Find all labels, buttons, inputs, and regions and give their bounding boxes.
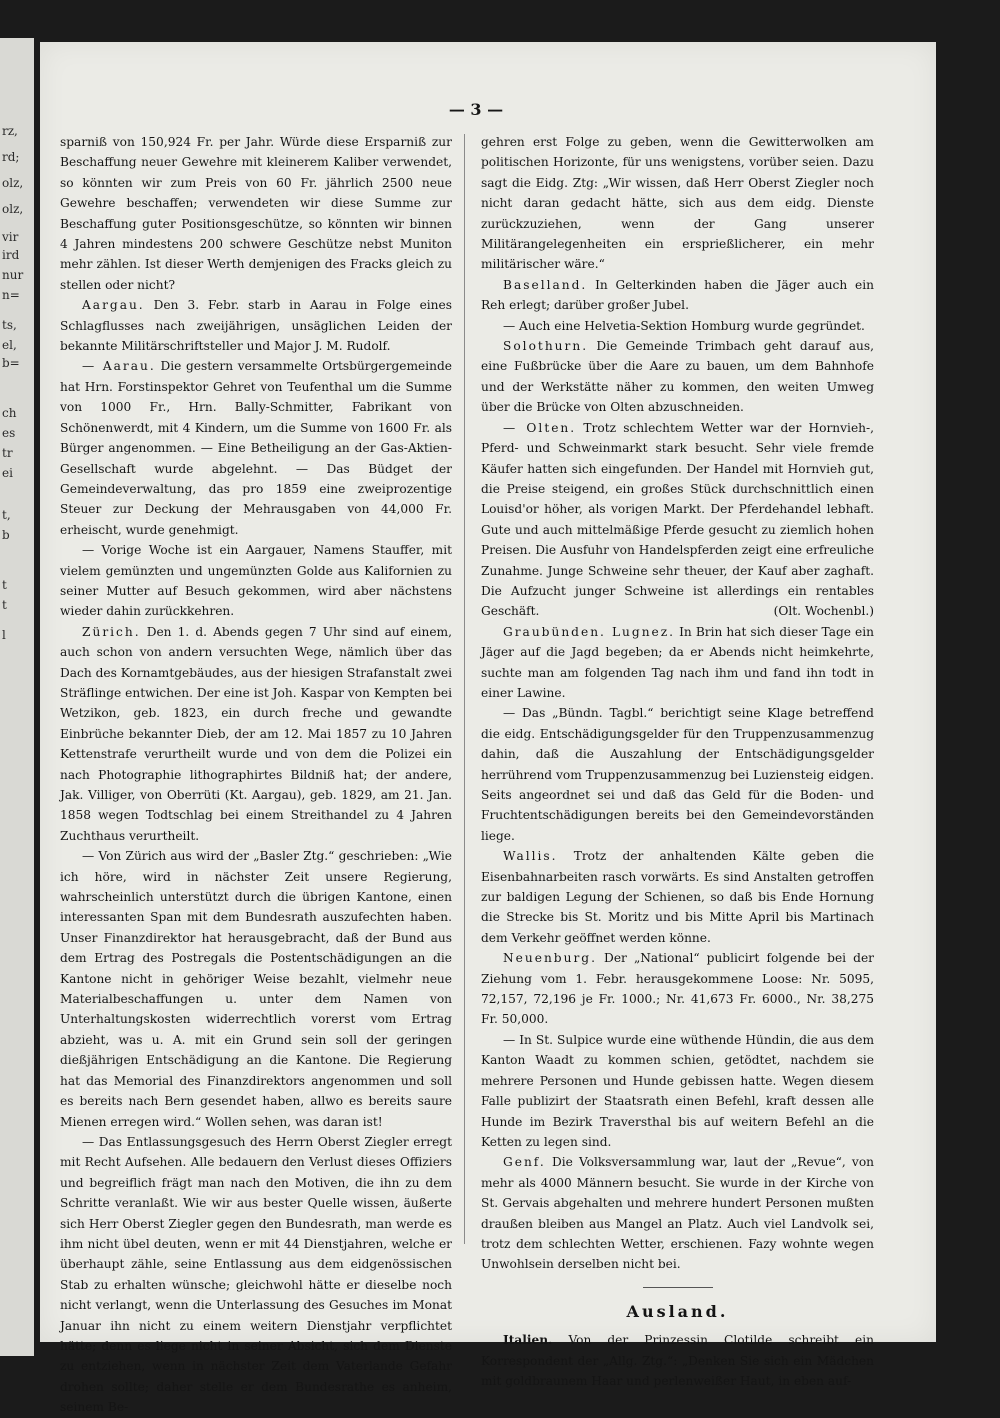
- article-paragraph: [60, 295, 452, 356]
- section-heading: Ausland.: [626, 1301, 729, 1321]
- margin-fragment: t,: [2, 508, 11, 522]
- dateline: Italien.: [503, 1333, 553, 1348]
- margin-fragment: ch: [2, 406, 17, 420]
- margin-fragment: ird: [2, 248, 20, 262]
- section-rule: [643, 1287, 713, 1288]
- margin-fragment: olz,: [2, 176, 24, 190]
- article-paragraph: [60, 356, 452, 540]
- article-paragraph: [481, 418, 874, 622]
- margin-fragment: el,: [2, 338, 17, 352]
- margin-fragment: b=: [2, 356, 20, 370]
- article-paragraph: [481, 846, 874, 948]
- dateline: Baselland.: [503, 277, 588, 292]
- right-column: [481, 132, 874, 1391]
- article-text: In Brin hat sich dieser Tage ein Jäger auf die Jagd begeben; da er Abends nicht heimkehrte, suchte man am folgenden Tag nach ihm und fand ihn todt in einer Lawine.: [481, 624, 875, 700]
- margin-fragment: vir: [2, 230, 19, 244]
- article-paragraph: [60, 622, 452, 846]
- article-paragraph: — Das „Bündn. Tagbl.“ berichtigt seine Klage betreffend die eidg. Entschädigungsgelder für den Truppenzusammenzug dahin, daß die Auszahlung der Entschädigungsgelder herrührend vom Truppenzusammenzug bei Luziensteig eidgen. Seits angeordnet sei und daß das Geld für die Boden- und Fruchtentschädigungen bereits bei den Gemeindevorständen liege.: [481, 706, 874, 843]
- page-number: — 3 —: [448, 100, 504, 119]
- margin-fragment: es: [2, 426, 16, 440]
- margin-fragment: tr: [2, 446, 13, 460]
- margin-fragment: rz,: [2, 124, 18, 138]
- article-paragraph: — Von Zürich aus wird der „Basler Ztg.“ geschrieben: „Wie ich höre, wird in nächster Zeit unsere Regierung, wahrscheinlich unterstützt durch die übrigen Kantone, einen interessanten Span mit dem Bundesrath auszufechten haben. Unser Finanzdirektor hat herausgebracht, daß der Bund aus dem Ertrag des Postregals die Postentschädigungen an die Kantone nicht in gehöriger Weise bezahlt, vielmehr neue Materialbeschaffungen u. unter dem Namen von Unterhaltungskosten widerrechtlich vorerst vom Ertrag abzieht, was u. A. mit ein Grund sein soll der geringen dießjährigen Entschädigung an die Kantone. Die Regierung hat das Memorial des Finanzdirektors angenommen und soll es bereits nach Bern gesendet haben, allwo es bereits saure Mienen erregen wird.“ Wollen sehen, was daran ist!: [60, 849, 452, 1129]
- column-divider: [464, 134, 465, 1244]
- dateline: — Aarau.: [82, 359, 156, 374]
- dateline: — Olten.: [503, 420, 577, 435]
- margin-fragment: t: [2, 598, 7, 612]
- article-paragraph: [481, 948, 874, 1030]
- article-text: Von der Prinzessin Clotilde schreibt ein Korrespondent der „Allg. Ztg.“: „Denken Sie sich ein Mädchen mit goldbraunem Haar und perlenweißer Haut, in eben auf-: [481, 1333, 874, 1388]
- dateline: Graubünden. Lugnez.: [503, 624, 676, 639]
- article-paragraph: [481, 1330, 874, 1391]
- article-text: Den 3. Febr. starb in Aarau in Folge eines Schlagflusses nach zweijährigen, unsäglichen Leiden der bekannte Militärschriftsteller und Major J. M. Rudolf.: [60, 298, 452, 354]
- margin-fragment: nur: [2, 268, 24, 282]
- margin-fragment: ts,: [2, 318, 17, 332]
- article-text: Trotz schlechtem Wetter war der Hornvieh-, Pferd- und Schweinmarkt stark besucht. Sehr viele fremde Käufer hatten sich eingefunden. Der Handel mit Hornvieh gut, die Preise steigend, ein großes Stück durchschnittlich einen Louisd'or höher, als vorigen Markt. Der Pferdehandel lebhaft. Gute und auch mittelmäßige Pferde gesucht zu ziemlich hohen Preisen. Die Ausfuhr von Handelspferden zeigt eine erfreuliche Zunahme. Junge Schweine sehr theuer, der Kauf aber zaghaft. Die Aufzucht junger Schweine ist allerdings ein rentables Geschäft.: [481, 420, 874, 619]
- article-paragraph: [481, 622, 874, 704]
- margin-fragment: b: [2, 528, 10, 542]
- margin-fragment: t: [2, 578, 7, 592]
- article-text: Trotz der anhaltenden Kälte geben die Eisenbahnarbeiten rasch vorwärts. Es sind Anstalten getroffen zur baldigen Legung der Schienen, so daß bis Ende Hornung die Strecke bis St. Moritz und bis Mitte April bis Martinach dem Verkehr geöffnet werden könne.: [481, 849, 875, 945]
- article-paragraph: — Vorige Woche ist ein Aargauer, Namens Stauffer, mit vielem gemünzten und ungemünzten Golde aus Kalifornien zu seiner Mutter auf Besuch gekommen, wird aber nächstens wieder dahin zurückkehren.: [60, 543, 452, 619]
- margin-fragment: n=: [2, 288, 20, 302]
- margin-fragment: olz,: [2, 202, 24, 216]
- article-text: Die Gemeinde Trimbach geht darauf aus, eine Fußbrücke über die Aare zu bauen, um dem Bahnhofe und der Werkstätte näher zu kommen, den weiten Umweg über die Brücke von Olten abzuschneiden.: [481, 339, 874, 415]
- article-paragraph: [481, 336, 874, 418]
- article-text: In Gelterkinden haben die Jäger auch ein Reh erlegt; darüber großer Jubel.: [481, 277, 874, 313]
- article-text: Die Volksversammlung war, laut der „Revue“, von mehr als 4000 Männern besucht. Sie wurde in der Kirche von St. Gervais abgehalten und mehrere hundert Personen mußten draußen bleiben aus Mangel an Platz. Auch viel Landvolk sei, trotz dem schlechten Wetter, erschienen. Fazy wohnte wegen Unwohlsein derselben nicht bei.: [481, 1155, 875, 1272]
- source-attribution: (Olt. Wochenbl.): [773, 604, 874, 619]
- article-paragraph: sparniß von 150,924 Fr. per Jahr. Würde diese Ersparniß zur Beschaffung neuer Gewehre mit kleinerem Kaliber verwendet, so könnten wir zum Preis von 60 Fr. jährlich 2500 neue Gewehre beschaffen; verwendeten wir diese Summe zur Beschaffung guter Positionsgeschütze, so könnten wir binnen 4 Jahren mindestens 200 schwere Geschütze nebst Muniton mehr zählen. Ist dieser Werth demjenigen des Fracks gleich zu stellen oder nicht?: [60, 135, 452, 292]
- article-paragraph: — Auch eine Helvetia-Sektion Homburg wurde gegründet.: [503, 318, 865, 333]
- newspaper-page: [40, 42, 936, 1415]
- article-paragraph: — Das Entlassungsgesuch des Herrn Oberst Ziegler erregt mit Recht Aufsehen. Alle bedauern den Verlust dieses Offiziers und begreiflich frägt man nach den Motiven, die ihn zu dem Schritte veranlaßt. Wie wir aus bester Quelle wissen, äußerte sich Herr Oberst Ziegler gegen den Bundesrath, man werde es ihm nicht übel deuten, wenn er mit 44 Dienstjahren, welche er überhaupt zähle, seine Entlassung aus dem eidgenössischen Stab zu erhalten wünsche; gleichwohl hätte er dieselbe noch nicht verlangt, wenn die Unterlassung des Gesuches im Monat Januar ihn nicht zu einem weitern Dienstjahr verpflichtet hätte; denn es liege nicht in seiner Absicht, sich dem Dienste zu entziehen, wenn in nächster Zeit dem Vaterlande Gefahr drohen sollte; daher stelle er dem Bundesrathe es anheim, seinem Be-: [60, 1134, 452, 1415]
- adjacent-page-edge: [0, 38, 34, 1356]
- margin-fragment: l: [2, 628, 6, 642]
- dateline: Neuenburg.: [503, 951, 597, 966]
- margin-fragment: ei: [2, 466, 13, 480]
- left-column: [60, 132, 452, 1418]
- article-paragraph: [481, 1152, 874, 1274]
- dateline: Wallis.: [503, 849, 558, 864]
- dateline: Aargau.: [82, 298, 145, 313]
- article-paragraph: — In St. Sulpice wurde eine wüthende Hündin, die aus dem Kanton Waadt zu kommen schien, getödtet, nachdem sie mehrere Personen und Hunde gebissen hatte. Wegen diesem Falle publizirt der Staatsrath einen Befehl, kraft dessen alle Hunde im Bezirk Traversthal bis auf weitern Befehl an die Ketten zu legen sind.: [481, 1032, 874, 1149]
- dateline: Solothurn.: [503, 339, 589, 354]
- article-text: Den 1. d. Abends gegen 7 Uhr sind auf einem, auch schon von andern versuchten Wege, nämlich über das Dach des Kornamtgebäudes, aus der hiesigen Strafanstalt zwei Sträflinge entwichen. Der eine ist Joh. Kaspar von Kempten bei Wetzikon, geb. 1823, ein durch freche und gewandte Einbrüche bekannter Dieb, der am 12. Mai 1857 zu 10 Jahren Kettenstrafe verurtheilt wurde und von dem die Polizei ein nach Photographie lithographirtes Bildniß hat; der andere, Jak. Villiger, von Oberrüti (Kt. Aargau), geb. 1829, am 21. Jan. 1858 wegen Todtschlag bei einem Streithandel zu 4 Jahren Zuchthaus verurtheilt.: [60, 624, 453, 843]
- dateline: Zürich.: [82, 624, 141, 639]
- margin-fragment: rd;: [2, 150, 20, 164]
- dateline: Genf.: [503, 1155, 546, 1170]
- article-paragraph: [481, 275, 874, 316]
- article-text: Die gestern versammelte Ortsbürgergemeinde hat Hrn. Forstinspektor Gehret von Teufenthal um die Summe von 1000 Fr., Hrn. Bally-Schmitter, Fabrikant von Schönenwerdt, mit 4 Kindern, um die Summe von 1600 Fr. als Bürger angenommen. — Eine Betheiligung an der Gas-Aktien-Gesellschaft wurde abgelehnt. — Das Büdget der Gemeindeverwaltung, das pro 1859 eine zweiprozentige Steuer zur Deckung der Mehrausgaben von 44,000 Fr. erheischt, wurde genehmigt.: [60, 359, 453, 537]
- article-paragraph: gehren erst Folge zu geben, wenn die Gewitterwolken am politischen Horizonte, für uns wenigstens, vorüber seien. Dazu sagt die Eidg. Ztg: „Wir wissen, daß Herr Oberst Ziegler noch nicht daran gedacht hätte, sich aus dem eidg. Dienste zurückzuziehen, wenn der Gang unserer Militärangelegenheiten ein ersprießlicherer, ein mehr militärischer wäre.“: [481, 135, 874, 272]
- article-text: Der „National“ publicirt folgende bei der Ziehung vom 1. Febr. herausgekommene Loose: Nr. 5095, 72,157, 72,196 je Fr. 1000.; Nr. 41,673 Fr. 6000., Nr. 38,275 Fr. 50,000.: [481, 951, 875, 1027]
